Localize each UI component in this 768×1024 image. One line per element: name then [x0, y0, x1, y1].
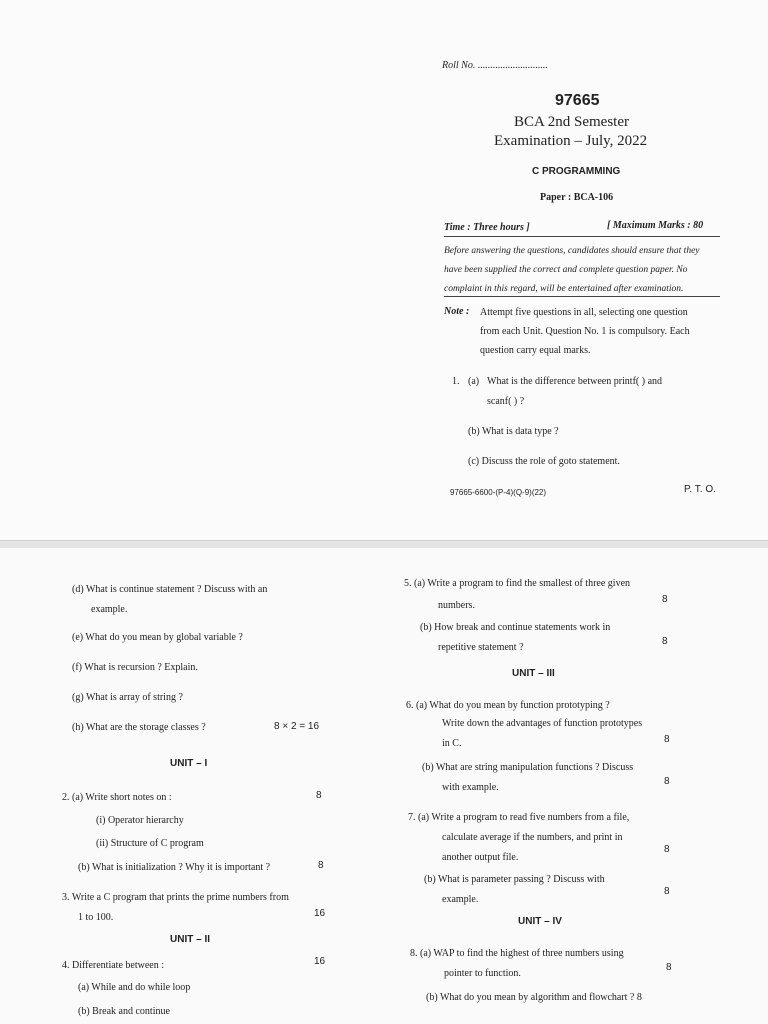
subject-title: C PROGRAMMING: [532, 166, 621, 177]
unit-2-heading: UNIT – II: [170, 934, 211, 945]
question-5b-line: repetitive statement ?: [438, 642, 524, 653]
unit-4-heading: UNIT – IV: [518, 916, 562, 927]
note-line: Attempt five questions in all, selecting one question: [480, 307, 688, 318]
question-3-marks: 16: [314, 908, 326, 919]
question-1-marks: 8 × 2 = 16: [274, 721, 320, 732]
question-5a-line: numbers.: [438, 600, 475, 611]
question-1d-line: (d) What is continue statement ? Discuss with an: [72, 584, 268, 595]
pto-label: P. T. O.: [684, 484, 716, 495]
note-text: [480, 303, 690, 360]
question-7a-line: calculate average if the numbers, and print in: [442, 832, 623, 843]
question-2b-marks: 8: [318, 860, 324, 871]
question-8a-marks: 8: [666, 962, 672, 973]
question-1d-line: example.: [91, 604, 128, 615]
question-2a: 2. (a) Write short notes on :: [62, 792, 172, 803]
question-4-marks: 16: [314, 956, 326, 967]
question-6b-line: with example.: [442, 782, 499, 793]
unit-3-heading: UNIT – III: [512, 668, 555, 679]
note-label: Note :: [444, 306, 470, 317]
course-title: BCA 2nd Semester: [514, 114, 629, 130]
question-6a-marks: 8: [664, 734, 670, 745]
question-7a-line: another output file.: [442, 852, 519, 863]
question-1a-line: What is the difference between printf( ) and: [487, 376, 663, 387]
max-marks-label: [ Maximum Marks : 80: [607, 220, 704, 231]
paper-code: 97665: [555, 92, 600, 109]
question-6a-line: in C.: [442, 738, 462, 749]
question-7b-line: (b) What is parameter passing ? Discuss with: [424, 874, 605, 885]
question-1a-line: scanf( ) ?: [487, 396, 525, 407]
question-1-number: 1.: [452, 376, 460, 387]
question-7a-line: 7. (a) Write a program to read five numbers from a file,: [408, 812, 630, 823]
note-line: question carry equal marks.: [480, 345, 591, 356]
instruction-line: have been supplied the correct and complete question paper. No: [444, 265, 688, 275]
unit-1-heading: UNIT – I: [170, 758, 208, 769]
paper-number: Paper : BCA-106: [540, 192, 614, 203]
question-8a-line: 8. (a) WAP to find the highest of three numbers using: [410, 948, 624, 959]
question-2a-marks: 8: [316, 790, 322, 801]
instructions-divider: [444, 296, 720, 297]
question-8b: (b) What do you mean by algorithm and flowchart ? 8: [426, 992, 642, 1003]
question-2b: (b) What is initialization ? Why it is important ?: [78, 862, 271, 873]
question-8a-line: pointer to function.: [444, 968, 521, 979]
question-2a-ii: (ii) Structure of C program: [96, 838, 204, 849]
roll-number: Roll No. ............................: [442, 60, 548, 71]
question-5b-marks: 8: [662, 636, 668, 647]
question-1e: (e) What do you mean by global variable ?: [72, 632, 243, 643]
question-1c: (c) Discuss the role of goto statement.: [468, 456, 620, 467]
question-5a-line: 5. (a) Write a program to find the smallest of three given: [404, 578, 631, 589]
instructions-block: [444, 242, 700, 299]
exam-title: Examination – July, 2022: [494, 133, 648, 149]
question-7a-marks: 8: [664, 844, 670, 855]
question-1f: (f) What is recursion ? Explain.: [72, 662, 198, 673]
question-3-line: 1 to 100.: [78, 912, 114, 923]
footer-code: 97665-6600-(P-4)(Q-9)(22): [450, 488, 547, 497]
note-line: from each Unit. Question No. 1 is compulsory. Each: [480, 326, 690, 337]
question-1b: (b) What is data type ?: [468, 426, 559, 437]
question-4b: (b) Break and continue: [78, 1006, 170, 1017]
question-6b-line: (b) What are string manipulation functions ? Discuss: [422, 762, 634, 773]
question-4: 4. Differentiate between :: [62, 960, 164, 971]
question-5b-line: (b) How break and continue statements work in: [420, 622, 611, 633]
question-3-line: 3. Write a C program that prints the prime numbers from: [62, 892, 289, 903]
question-1g: (g) What is array of string ?: [72, 692, 183, 703]
question-6b-marks: 8: [664, 776, 670, 787]
question-6a-line: Write down the advantages of function prototypes: [442, 718, 643, 729]
header-divider: [444, 236, 720, 237]
question-7b-marks: 8: [664, 886, 670, 897]
question-1h: (h) What are the storage classes ?: [72, 722, 206, 733]
question-7b-line: example.: [442, 894, 479, 905]
question-4a: (a) While and do while loop: [78, 982, 191, 993]
instruction-line: complaint in this regard, will be entertained after examination.: [444, 284, 684, 294]
time-label: Time : Three hours ]: [444, 222, 530, 233]
question-1a-label: (a): [468, 376, 480, 387]
question-5a-marks: 8: [662, 594, 668, 605]
question-6a-line: 6. (a) What do you mean by function prototyping ?: [406, 700, 610, 711]
question-2a-i: (i) Operator hierarchy: [96, 815, 184, 826]
exam-page-2: [0, 548, 768, 1024]
instruction-line: Before answering the questions, candidates should ensure that they: [444, 246, 700, 256]
